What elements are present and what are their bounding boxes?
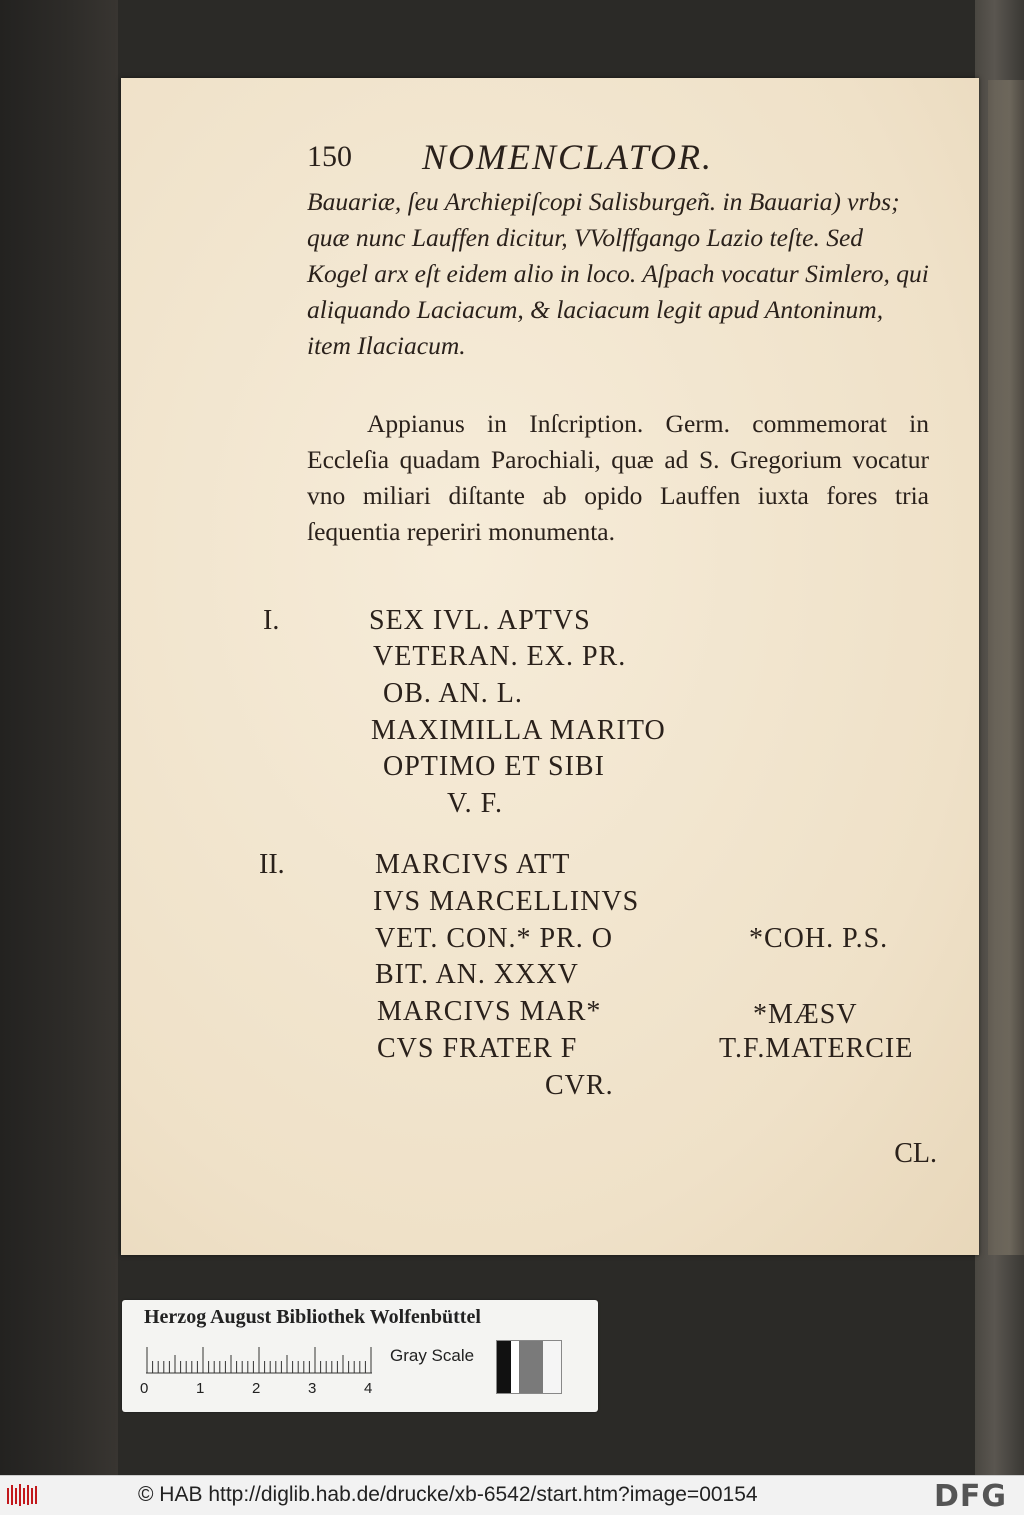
inscription-2-line: CVR. xyxy=(545,1070,614,1101)
gray-swatch-white xyxy=(511,1341,519,1393)
color-calibration-card xyxy=(122,1300,598,1412)
inscription-1-line: MAXIMILLA MARITO xyxy=(371,715,666,746)
inscription-1-line: V. F. xyxy=(447,788,503,819)
inscription-2-line: BIT. AN. XXXV xyxy=(375,959,579,990)
card-title: Herzog August Bibliothek Wolfenbüttel xyxy=(144,1306,481,1328)
adjacent-page-edge xyxy=(988,80,1024,1255)
ruler-number: 3 xyxy=(308,1380,317,1397)
inscription-2-line: CVS FRATER F xyxy=(377,1033,578,1064)
inscription-1-line: OB. AN. L. xyxy=(383,678,523,709)
inscription-numeral-1: I. xyxy=(263,605,280,636)
ruler-number: 1 xyxy=(196,1380,205,1397)
inscription-1-line: SEX IVL. APTVS xyxy=(369,605,591,636)
dfg-logo: DFG xyxy=(934,1479,1008,1514)
page-header xyxy=(307,136,987,186)
inscription-2-note: *MÆSV xyxy=(753,999,858,1030)
gray-scale-label: Gray Scale xyxy=(390,1346,475,1365)
inscription-2-line: MARCIVS MAR* xyxy=(377,996,602,1027)
inscription-2-note: T.F.MATERCIE xyxy=(719,1033,914,1064)
footer-bar xyxy=(0,1475,1024,1515)
inscription-1-line: OPTIMO ET SIBI xyxy=(383,751,605,782)
inscription-numeral-2: II. xyxy=(259,849,285,880)
gray-swatch-gray xyxy=(519,1341,543,1393)
gray-scale-swatch xyxy=(496,1340,562,1394)
ruler-numbers xyxy=(140,1380,380,1400)
scan-background-left xyxy=(0,0,118,1475)
ruler-number: 0 xyxy=(140,1380,149,1397)
gray-swatch-black xyxy=(497,1341,511,1393)
inscription-2-line: IVS MARCELLINVS xyxy=(373,886,640,917)
inscription-2-note: *COH. P.S. xyxy=(749,923,889,954)
signature-mark: CL. xyxy=(894,1138,937,1169)
inscription-2-line: MARCIVS ATT xyxy=(375,849,571,880)
book-page xyxy=(121,78,979,1255)
page-number: 150 xyxy=(307,140,352,173)
copyright-link[interactable]: © HAB http://diglib.hab.de/drucke/xb-6542/start.htm?image=00154 xyxy=(138,1483,758,1506)
hab-logo-icon xyxy=(6,1482,38,1508)
gray-swatch-light xyxy=(543,1341,561,1393)
paragraph-1: Bauariæ, ſeu Archiepiſcopi Salisburgeñ. in Bauaria) vrbs; quæ nunc Lauffen dicitur, VVolffgango Lazio teſte. Sed Kogel arx eſt eidem alio in loco. Aſpach vocatur Simlero, qui aliquando Laciacum, & laciacum legit apud Antoninum, item Ilaciacum. xyxy=(307,187,929,360)
inscription-1-line: VETERAN. EX. PR. xyxy=(373,641,627,672)
ruler-number: 4 xyxy=(364,1380,373,1397)
ruler-scale xyxy=(146,1346,376,1374)
running-title: NOMENCLATOR. xyxy=(422,137,714,177)
ruler-number: 2 xyxy=(252,1380,261,1397)
paragraph-2: Appianus in Inſcription. Germ. commemorat in Eccleſia quadam Parochiali, quæ ad S. Gregorium vocatur vno miliari diſtante ab opido Lauffen iuxta fores tria ſequentia reperiri monumenta. xyxy=(307,409,929,546)
inscription-2-line: VET. CON.* PR. O xyxy=(375,923,613,954)
